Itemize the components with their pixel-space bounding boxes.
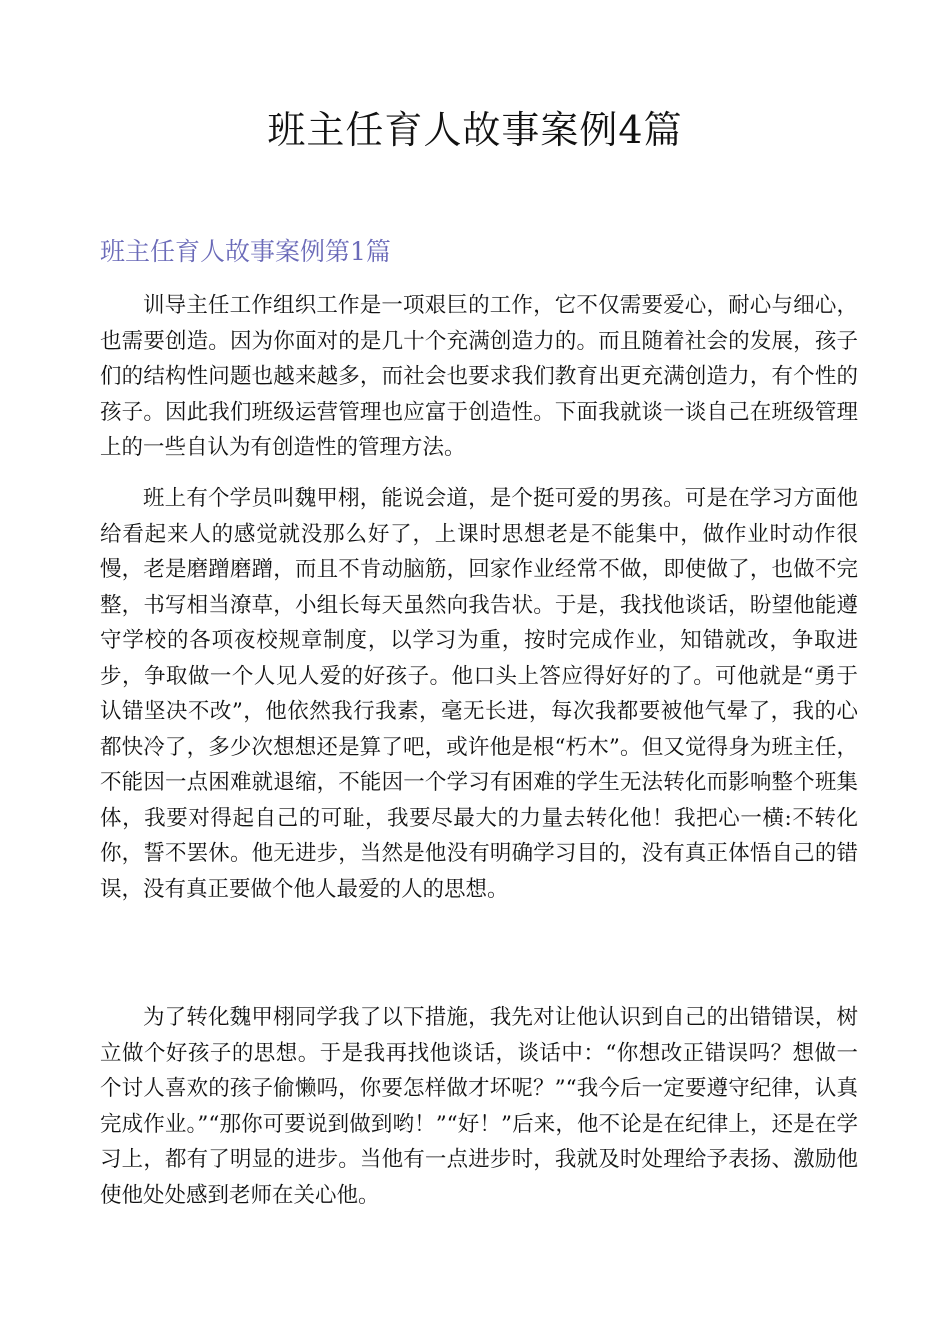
section-heading: 班主任育人故事案例第1篇 bbox=[100, 237, 391, 266]
paragraph-2: 班上有个学员叫魏甲栩，能说会道，是个挺可爱的男孩。可是在学习方面他给看起来人的感觉就没那么好了，上课时思想老是不能集中，做作业时动作很慢，老是磨蹭磨蹭，而且不肯动脑筋，回家作业经常不做，即使做了，也做不完整，书写相当潦草，小组长每天虽然向我告状。于是，我找他谈话，盼望他能遵守学校的各项夜校规章制度，以学习为重，按时完成作业，知错就改，争取进步，争取做一个人见人爱的好孩子。他口头上答应得好好的了。可他就是“勇于认错坚决不改”，他依然我行我素，毫无长进，每次我都要被他气晕了，我的心都快冷了，多少次想想还是算了吧，或许他是根“朽木”。但又觉得身为班主任，不能因一点困难就退缩，不能因一个学习有困难的学生无法转化而影响整个班集体，我要对得起自己的可耻，我要尽最大的力量去转化他！我把心一横:不转化你，誓不罢休。他无进步，当然是他没有明确学习目的，没有真正体悟自己的错误，没有真正要做个他人最爱的人的思想。 bbox=[100, 486, 858, 902]
paragraph-1: 训导主任工作组织工作是一项艰巨的工作，它不仅需要爱心，耐心与细心，也需要创造。因为你面对的是几十个充满创造力的。而且随着社会的发展，孩子们的结构性问题也越来越多，而社会也要求我们教育出更充满创造力，有个性的孩子。因此我们班级运营管理也应富于创造性。下面我就谈一谈自己在班级管理上的一些自认为有创造性的管理方法。 bbox=[100, 293, 858, 460]
paragraph-3: 为了转化魏甲栩同学我了以下措施，我先对让他认识到自己的出错错误，树立做个好孩子的思想。于是我再找他谈话，谈话中：“你想改正错误吗？想做一个讨人喜欢的孩子偷懒吗，你要怎样做才坏呢？”“我今后一定要遵守纪律，认真完成作业。”“那你可要说到做到哟！”“好！”后来，他不论是在纪律上，还是在学习上，都有了明显的进步。当他有一点进步时，我就及时处理给予表扬、激励他使他处处感到老师在关心他。 bbox=[100, 1005, 858, 1208]
document-title: 班主任育人故事案例4篇 bbox=[267, 108, 683, 152]
